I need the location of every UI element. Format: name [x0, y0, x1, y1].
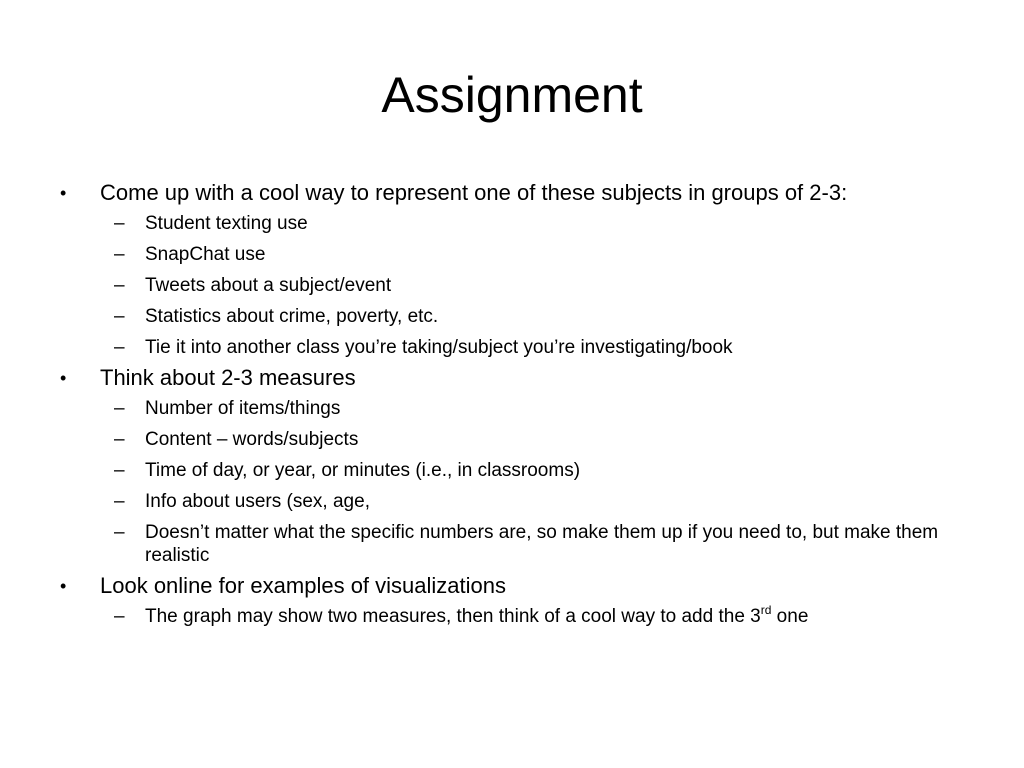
sub-item-text: Time of day, or year, or minutes (i.e., in classrooms)	[145, 460, 581, 481]
sub-item	[100, 397, 970, 420]
dash-icon: –	[114, 460, 125, 481]
dash-icon: –	[114, 306, 125, 327]
sub-item-text: Info about users (sex, age,	[145, 491, 370, 512]
bullet-item	[60, 573, 970, 628]
sub-item-tail: one	[771, 606, 809, 627]
dash-icon: –	[114, 429, 125, 450]
bullet-list	[60, 180, 970, 628]
sub-item-text: Content – words/subjects	[145, 429, 359, 450]
bullet-text: Come up with a cool way to represent one of these subjects in groups of 2-3:	[100, 180, 848, 205]
bullet-text: Look online for examples of visualizations	[100, 573, 507, 598]
sub-item-text: Doesn’t matter what the specific numbers are, so make them up if you need to, but make them realistic	[145, 522, 939, 566]
superscript-rd: rd	[760, 603, 772, 617]
sub-item	[100, 490, 970, 513]
dash-icon: –	[114, 213, 125, 234]
sub-item	[100, 428, 970, 451]
sub-list	[100, 397, 970, 567]
sub-item	[100, 521, 970, 567]
sub-item-text: SnapChat use	[145, 244, 266, 265]
sub-item	[100, 243, 970, 266]
dash-icon: –	[114, 244, 125, 265]
dash-icon: –	[114, 606, 125, 627]
sub-item-text: Statistics about crime, poverty, etc.	[145, 306, 439, 327]
sub-item-text: Number of items/things	[145, 398, 341, 419]
dash-icon: –	[114, 491, 125, 512]
sub-item-text: Tie it into another class you’re taking/subject you’re investigating/book	[145, 337, 733, 358]
sub-item	[100, 212, 970, 235]
slide-title: Assignment	[381, 67, 643, 123]
dash-icon: –	[114, 337, 125, 358]
sub-item	[100, 305, 970, 328]
sub-list	[100, 605, 970, 628]
sub-item	[100, 274, 970, 297]
sub-item	[100, 605, 970, 628]
bullet-icon: •	[60, 576, 67, 596]
dash-icon: –	[114, 275, 125, 296]
bullet-item	[60, 180, 970, 359]
bullet-icon: •	[60, 183, 67, 203]
bullet-icon: •	[60, 368, 67, 388]
bullet-item	[60, 365, 970, 567]
dash-icon: –	[114, 398, 125, 419]
sub-item-text: Student texting use	[145, 213, 308, 234]
sub-list	[100, 212, 970, 359]
bullet-text: Think about 2-3 measures	[100, 365, 356, 390]
sub-item-text: Tweets about a subject/event	[145, 275, 392, 296]
sub-item	[100, 336, 970, 359]
sub-item-text: The graph may show two measures, then think of a cool way to add the 3	[145, 606, 761, 627]
dash-icon: –	[114, 522, 125, 543]
sub-item	[100, 459, 970, 482]
